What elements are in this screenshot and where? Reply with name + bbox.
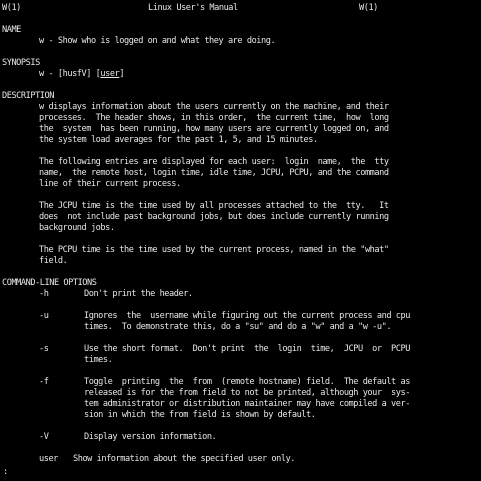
man-page-header bbox=[2, 3, 480, 14]
option-description-line: Show information about the specified user only. bbox=[73, 454, 296, 464]
option-flag: user bbox=[39, 454, 58, 464]
description-line: background jobs. bbox=[39, 223, 115, 233]
option-u bbox=[2, 311, 480, 322]
option-flag: -f bbox=[39, 377, 49, 387]
description-line: does not include past background jobs, but does include currently running bbox=[39, 212, 389, 222]
pager-prompt[interactable]: : bbox=[3, 467, 8, 477]
section-heading-synopsis: SYNOPSIS bbox=[2, 58, 40, 68]
description-line: The following entries are displayed for each user: login name, the tty bbox=[39, 157, 389, 167]
header-center-title: Linux User's Manual bbox=[148, 3, 238, 13]
option-flag: -V bbox=[39, 432, 49, 442]
description-line: processes. The header shows, in this order, the current time, how long bbox=[39, 113, 389, 123]
header-left-title: W(1) bbox=[2, 3, 21, 13]
option-flag: -h bbox=[39, 289, 49, 299]
description-line: line of their current process. bbox=[39, 179, 181, 189]
option-description-line: Toggle printing the from (remote hostname) field. The default as bbox=[84, 377, 410, 387]
option-description-line: released is for the from field to not be printed, although your sys- bbox=[84, 388, 410, 398]
header-right-title: W(1) bbox=[359, 3, 378, 13]
option-description-line: Ignores the username while figuring out the current process and cpu bbox=[84, 311, 410, 321]
option-flag: -s bbox=[39, 344, 49, 354]
option-description-line: times. To demonstrate this, do a "su" and do a "w" and a "w -u". bbox=[84, 322, 392, 332]
description-line: The PCPU time is the time used by the current process, named in the "what" bbox=[39, 245, 389, 255]
option-description-line: Display version information. bbox=[84, 432, 217, 442]
option-flag: -u bbox=[39, 311, 49, 321]
description-line: field. bbox=[39, 256, 68, 266]
description-line: the system load averages for the past 1, 5, and 15 minutes. bbox=[39, 135, 318, 145]
synopsis-user-arg: user bbox=[100, 69, 120, 79]
option-description-line: Use the short format. Don't print the login time, JCPU or PCPU bbox=[84, 344, 410, 354]
option-s bbox=[2, 344, 480, 355]
section-heading-description: DESCRIPTION bbox=[2, 91, 54, 101]
description-line: name, the remote host, login time, idle time, JCPU, PCPU, and the command bbox=[39, 168, 389, 178]
option-description-line: sion in which the from field is shown by default. bbox=[84, 410, 316, 420]
option-user bbox=[2, 454, 480, 465]
option-description-line: times. bbox=[84, 355, 113, 365]
synopsis-prefix: w - [husfV] [ bbox=[39, 69, 101, 79]
description-line: the system has been running, how many users are currently logged on, and bbox=[39, 124, 389, 134]
option-description-line: tem administrator or distribution maintainer may have compiled a ver- bbox=[84, 399, 410, 409]
option-description-line: Don't print the header. bbox=[84, 289, 193, 299]
name-text: w - Show who is logged on and what they are doing. bbox=[39, 36, 276, 46]
description-line: w displays information about the users currently on the machine, and their bbox=[39, 102, 389, 112]
synopsis-text bbox=[2, 69, 480, 80]
option-f bbox=[2, 377, 480, 388]
option-h bbox=[2, 289, 480, 300]
section-heading-name: NAME bbox=[2, 25, 21, 35]
section-heading-options: COMMAND-LINE OPTIONS bbox=[2, 278, 97, 288]
man-page-content bbox=[2, 3, 480, 465]
synopsis-suffix: ] bbox=[119, 69, 125, 79]
description-line: The JCPU time is the time used by all processes attached to the tty. It bbox=[39, 201, 389, 211]
option-v bbox=[2, 432, 480, 443]
